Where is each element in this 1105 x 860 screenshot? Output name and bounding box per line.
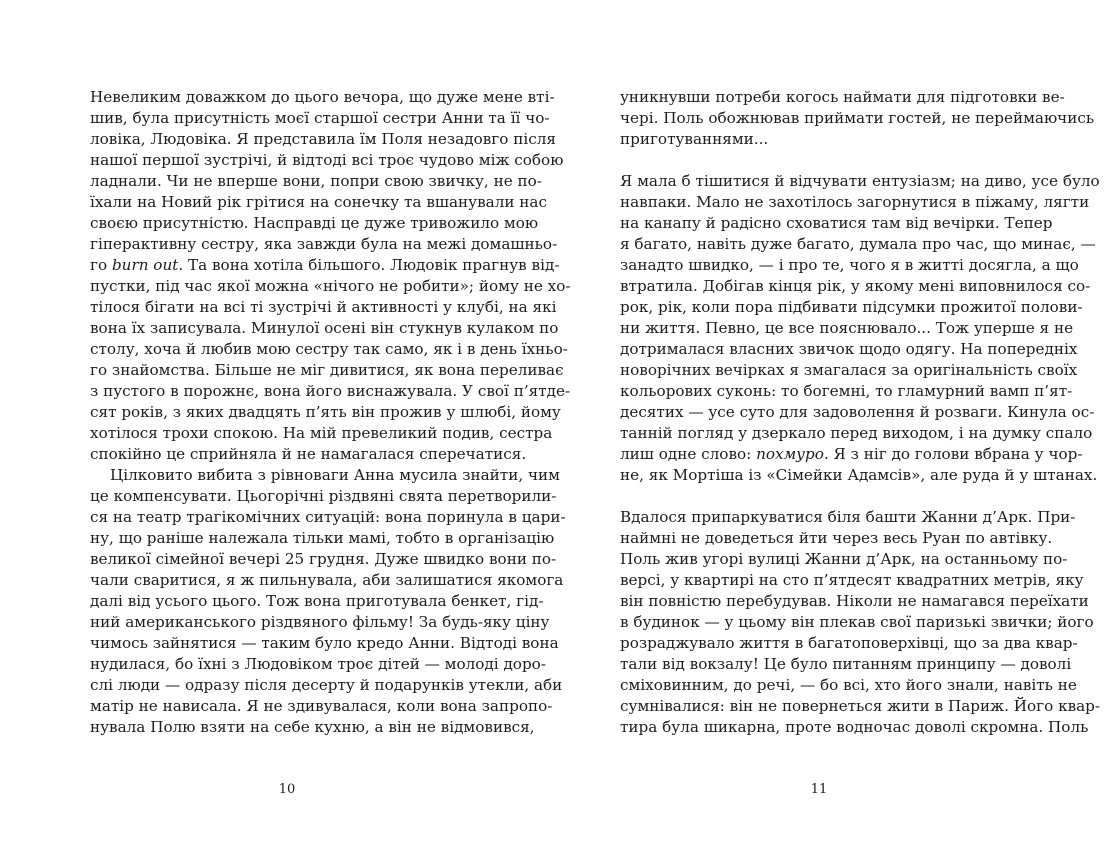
text-line: столу, хоча й любив мою сестру так само, як і в день їхньо- <box>90 340 568 358</box>
text-line: гіперактивну сестру, яка завжди була на межі домашньо- <box>90 235 558 253</box>
text-line: я багато, навіть дуже багато, думала про час, що минає, — <box>620 235 1096 253</box>
text-line: приготуваннями... <box>620 130 769 148</box>
text-line: тали від вокзалу! Це було питанням принципу — доволі <box>620 655 1072 673</box>
text-line: кольорових суконь: то богемні, то гламурний вамп п’ят- <box>620 382 1073 400</box>
text-line: Цілковито вибита з рівноваги Анна мусила знайти, чим <box>110 466 560 484</box>
right-page-number: 11 <box>810 782 828 797</box>
text-line: тира була шикарна, проте водночас доволі скромна. Поль <box>620 718 1089 736</box>
text-line: він повністю перебудував. Ніколи не намагався переїхати <box>620 592 1089 610</box>
text-line: тілося бігати на всі ті зустрічі й активності у клубі, на які <box>90 298 557 316</box>
text-line: хотілося трохи спокою. На мій превеликий подив, сестра <box>90 424 553 442</box>
text-line: Поль жив угорі вулиці Жанни д’Арк, на останньому по- <box>620 550 1068 568</box>
text-line: чимось зайнятися — таким було кредо Анни. Відтоді вона <box>90 634 559 652</box>
text-line: втратила. Добігав кінця рік, у якому мені виповнилося со- <box>620 277 1091 295</box>
text-line: Вдалося припаркуватися біля башти Жанни д’Арк. При- <box>620 508 1076 526</box>
right-page <box>552 0 1105 860</box>
text-line: вона їх записувала. Минулої осені він стукнув кулаком по <box>90 319 559 337</box>
text-line: ловіка, Людовіка. Я представила їм Поля незадовго після <box>90 130 556 148</box>
text-line: уникнувши потреби когось наймати для підготовки ве- <box>620 88 1065 106</box>
text-line: Я мала б тішитися й відчувати ентузіазм; на диво, усе було <box>620 172 1100 190</box>
text-line: чері. Поль обожнював приймати гостей, не переймаючись <box>620 109 1095 127</box>
text-line: сят років, з яких двадцять п’ять він прожив у шлюбі, йому <box>90 403 561 421</box>
text-line: рок, рік, коли пора підбивати підсумки прожитої полови- <box>620 298 1083 316</box>
left-page-number: 10 <box>278 782 296 797</box>
text-line: ни життя. Певно, це все пояснювало... Тож уперше я не <box>620 319 1074 337</box>
text-line: десятих — усе суто для задоволення й розваги. Кинула ос- <box>620 403 1095 421</box>
text-line: наймні не доведеться йти через весь Руан по автівку. <box>620 529 1053 547</box>
text-line: шив, була присутнiсть моєї старшої сестри Анни та її чо- <box>90 109 550 127</box>
text-line: версі, у квартирі на сто п’ятдесят квадратних метрів, яку <box>620 571 1084 589</box>
text-line: розраджувало життя в багатоповерхівці, що за два квар- <box>620 634 1078 652</box>
text-line: ну, що раніше належала тільки мамі, тобто в організацію <box>90 529 555 547</box>
text-line: го burn out. Та вона хотіла більшого. Людовік прагнув від- <box>90 256 560 274</box>
text-line: пустки, під час якої можна «нічого не робити»; йому не хо- <box>90 277 571 295</box>
paragraph-gap <box>620 150 1016 171</box>
text-line: спокійно це сприйняла й не намагалася сперечатися. <box>90 445 527 463</box>
text-line: занадто швидко, — і про те, чого я в житті досягла, а що <box>620 256 1079 274</box>
text-line: сміховинним, до речі, — бо всі, хто його знали, навіть не <box>620 676 1077 694</box>
text-line: го знайомства. Більше не міг дивитися, як вона переливає <box>90 361 564 379</box>
text-line: новорічних вечірках я змагалася за оригінальність своїх <box>620 361 1078 379</box>
text-line: нашої першої зустрічі, й відтоді всі троє чудово між собою <box>90 151 564 169</box>
text-line: ладнали. Чи не вперше вони, попри свою звичку, не по- <box>90 172 542 190</box>
text-line: матір не нависала. Я не здивувалася, коли вона запропо- <box>90 697 553 715</box>
text-line: в будинок — у цьому він плекав свої паризькі звички; його <box>620 613 1094 631</box>
right-page-text <box>620 87 1101 738</box>
text-line: великої сімейної вечері 25 грудня. Дуже швидко вони по- <box>90 550 557 568</box>
text-line: ся на театр трагікомічних ситуацій: вона поринула в цари- <box>90 508 566 526</box>
text-line: нудилася, бо їхні з Людовіком троє дітей — молоді доро- <box>90 655 546 673</box>
text-line: сумнівалися: він не повернеться жити в Париж. Його квар- <box>620 697 1101 715</box>
text-line: ний американського різдвяного фільму! За будь-яку ціну <box>90 613 550 631</box>
text-line: це компенсувати. Цьогорічні різдвяні свята перетворили- <box>90 487 557 505</box>
text-line: на канапу й радісно сховатися там від вечірки. Тепер <box>620 214 1053 232</box>
paragraph-gap <box>620 486 1016 507</box>
text-line: своєю присутністю. Насправді це дуже тривожило мою <box>90 214 539 232</box>
left-page-text <box>90 87 571 738</box>
text-line: дотрималася власних звичок щодо одягу. На попередніх <box>620 340 1078 358</box>
text-line: з пустого в порожнє, вона його виснажувала. У свої п’ятде- <box>90 382 571 400</box>
text-line: далі від усього цього. Тож вона приготувала бенкет, гід- <box>90 592 544 610</box>
text-line: лиш одне слово: похмуро. Я з ніг до голови вбрана у чор- <box>620 445 1083 463</box>
text-line: Невеликим доважком до цього вечора, що дуже мене втi- <box>90 88 555 106</box>
text-line: не, як Мортіша із «Сімейки Адамсів», але руда й у штанах. <box>620 466 1098 484</box>
text-line: слі люди — одразу після десерту й подарунків утекли, аби <box>90 676 563 694</box>
text-line: танній погляд у дзеркало перед виходом, і на думку спало <box>620 424 1093 442</box>
text-line: нувала Полю взяти на себе кухню, а він не відмовився, <box>90 718 535 736</box>
text-line: їхали на Новий рік грітися на сонечку та вшанували нас <box>90 193 547 211</box>
text-line: чали сваритися, я ж пильнувала, аби залишатися якомога <box>90 571 564 589</box>
text-line: навпаки. Мало не захотілось загорнутися в піжаму, лягти <box>620 193 1090 211</box>
